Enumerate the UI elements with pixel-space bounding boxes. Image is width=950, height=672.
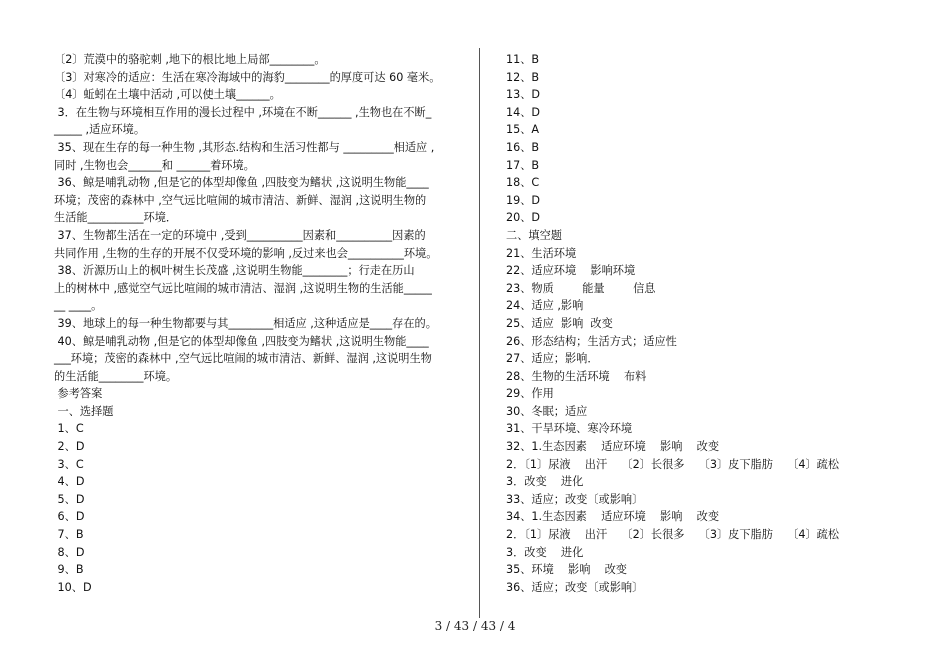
answer-line: 11、B — [506, 53, 540, 66]
left-text-line: 一、选择题 — [54, 404, 114, 418]
left-text-line: 36、鲸是哺乳动物 ,但是它的体型却像鱼 ,四肢变为鳍状 ,这说明生物能____ — [54, 176, 429, 190]
left-text-line: 35、现在生存的每一种生物 ,其形态.结构和生活习性都与 _________相适应 , — [54, 140, 435, 154]
left-text-line: 3．在生物与环境相互作用的漫长过程中 ,环境在不断______ ,生物也在不断_ — [54, 105, 432, 119]
left-text-line: 10、D — [54, 580, 92, 594]
left-text-line: 8、D — [54, 545, 85, 559]
answer-line: 27、适应；影响． — [506, 352, 599, 366]
left-text-line: 参考答案 — [54, 387, 103, 401]
left-text-line: 环境；茂密的森林中 ,空气远比喧闹的城市清洁、新鲜、湿润 ,这说明生物的 — [54, 193, 427, 207]
answer-line: 3．改变 进化 — [506, 545, 584, 559]
left-text-line: 〔2〕荒漠中的骆驼刺 ,地下的根比地上局部________。 — [54, 53, 326, 66]
answer-line: 25、适应 影响 改变 — [506, 316, 613, 330]
answer-line: 32、1.生态因素 适应环境 影响 改变 — [506, 440, 720, 454]
answer-line: 35、环境 影响 改变 — [506, 563, 627, 577]
left-text-line: 40、鲸是哺乳动物 ,但是它的体型却像鱼 ,四肢变为鳍状 ,这说明生物能____ — [54, 334, 429, 348]
answer-line: 3．改变 进化 — [506, 475, 584, 489]
left-text-line: 同时 ,生物也会______和 ______着环境。 — [54, 158, 255, 172]
answer-line: 19、D — [506, 193, 541, 207]
right-column — [506, 51, 886, 596]
left-text-line: 39、地球上的每一种生物都要与其________相适应 ,这种适应是____存在的。 — [54, 316, 437, 330]
left-text-line: 6、D — [54, 510, 85, 524]
answer-line: 24、适应 ,影响 — [506, 299, 584, 313]
answer-line: 26、形态结构；生活方式；适应性 — [506, 334, 677, 348]
left-text-line: 2、D — [54, 440, 85, 454]
left-text-line: 3、C — [54, 457, 84, 471]
answer-line: 二、填空题 — [506, 228, 562, 242]
answer-line: 28、生物的生活环境 布料 — [506, 369, 647, 383]
left-text-line: 〔4〕蚯蚓在土壤中活动 ,可以使土壤______。 — [54, 88, 281, 102]
answer-line: 15、A — [506, 123, 540, 137]
answer-line: 30、冬眠；适应 — [506, 404, 588, 418]
left-text-line: 37、生物都生活在一定的环境中 ,受到__________因素和__________因素的 — [54, 228, 426, 242]
answer-line: 13、D — [506, 88, 541, 102]
answer-line: 22、适应环境 影响环境 — [506, 264, 636, 278]
answer-line: 20、D — [506, 211, 541, 225]
answer-line: 12、B — [506, 70, 540, 84]
left-text-line: __ ____。 — [54, 299, 103, 313]
left-text-line: 上的树林中 ,感觉空气远比喧闹的城市清洁、湿润 ,这说明生物的生活能_____ — [54, 281, 432, 295]
left-text-line: 4、D — [54, 475, 85, 489]
column-divider — [479, 48, 480, 618]
answer-line: 34、1.生态因素 适应环境 影响 改变 — [506, 510, 720, 524]
left-text-line: ___环境；茂密的森林中 ,空气远比喧闹的城市清洁、新鲜、湿润 ,这说明生物 — [54, 352, 432, 366]
answer-line: 17、B — [506, 158, 540, 172]
answer-line: 33、适应；改变〔或影响〕 — [506, 492, 644, 506]
left-text-line: 5、D — [54, 492, 85, 506]
answer-line: 23、物质 能量 信息 — [506, 281, 656, 295]
left-text-line: 共同作用 ,生物的生存的开展不仅受环境的影响 ,反过来也会__________环境。 — [54, 246, 438, 260]
left-text-line: _____ ,适应环境。 — [54, 123, 146, 137]
left-text-line: 生活能__________环境． — [54, 211, 178, 225]
left-text-line: 9、B — [54, 563, 84, 577]
answer-line: 31、干旱环境、寒冷环境 — [506, 422, 633, 436]
left-text-line: 的生活能________环境。 — [54, 369, 178, 383]
left-column — [54, 51, 462, 596]
answer-line: 29、作用 — [506, 387, 554, 401]
answer-line: 2．〔1〕尿液 出汗 〔2〕长很多 〔3〕皮下脂肪 〔4〕疏松 — [506, 457, 840, 471]
answer-line: 2．〔1〕尿液 出汗 〔2〕长很多 〔3〕皮下脂肪 〔4〕疏松 — [506, 528, 840, 542]
answer-line: 14、D — [506, 105, 541, 119]
page-number: 3 / 43 / 43 / 4 — [434, 619, 516, 633]
answer-line: 18、C — [506, 176, 540, 190]
answer-line: 16、B — [506, 140, 540, 154]
left-text-line: 1、C — [54, 422, 84, 436]
left-text-line: 〔3〕对寒冷的适应：生活在寒冷海域中的海豹________的厚度可达 60 毫米。 — [54, 70, 441, 84]
left-text-line: 38、沂源历山上的枫叶树生长茂盛 ,这说明生物能________；行走在历山 — [54, 264, 415, 278]
answer-line: 36、适应；改变〔或影响〕 — [506, 580, 644, 594]
left-text-line: 7、B — [54, 528, 84, 542]
answer-line: 21、生活环境 — [506, 246, 577, 260]
